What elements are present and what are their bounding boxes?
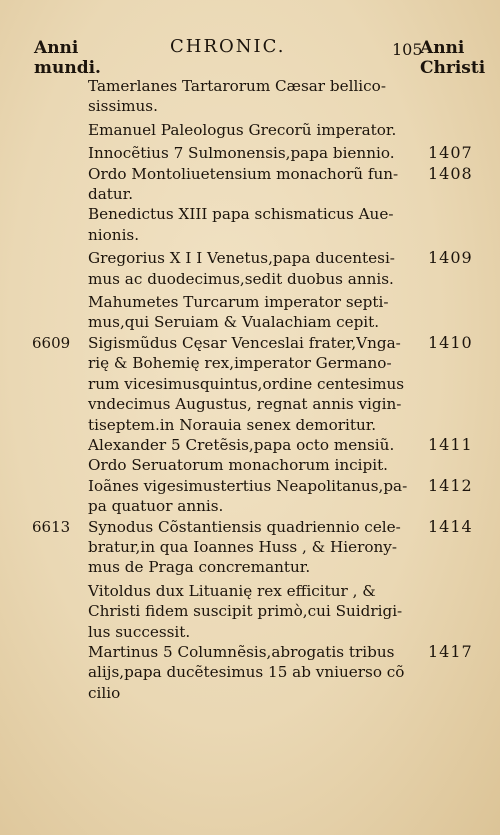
anni-christi-value: 1412 — [428, 475, 473, 495]
chronicle-entry — [88, 120, 428, 140]
entry-text-line: pa quatuor annis. — [88, 497, 224, 516]
entry-text-line: Alexander 5 Cretẽsis,papa octo mensiũ. — [88, 435, 395, 454]
anni-mundi-value: 6609 — [32, 333, 71, 352]
anni-christi-heading: Anni Christi — [420, 38, 486, 78]
entry-text-line: Christi fidem suscipit primò,cui Suidrigi- — [88, 602, 403, 621]
entry-text-line: nionis. — [88, 225, 140, 244]
entry-text-line: vndecimus Augustus, regnat annis vigin- — [88, 395, 402, 414]
entry-text-line: datur. — [88, 185, 134, 204]
chronicle-entry — [88, 292, 428, 333]
entry-text-line: Sigismũdus Cęsar Venceslai frater,Vnga- — [88, 333, 401, 352]
entry-text-line: Innocẽtius 7 Sulmonensis,papa biennio. — [88, 144, 395, 163]
entry-text-line: rię & Bohemię rex,imperator Germano- — [88, 354, 392, 373]
entry-text-line: mus,qui Seruiam & Vualachiam cepit. — [88, 313, 380, 332]
chronicle-entry — [88, 248, 473, 289]
chronicle-entry — [88, 204, 428, 245]
entry-text-line: Synodus Cõstantiensis quadriennio cele- — [88, 517, 401, 536]
chronicle-entry — [88, 76, 428, 117]
page-number: 105 — [392, 40, 423, 59]
entry-text-line: Benedictus XIII papa schismaticus Aue- — [88, 205, 394, 224]
entry-text-line: bratur,in qua Ioannes Huss , & Hierony- — [88, 537, 397, 556]
chronicle-entry — [88, 455, 428, 475]
chronicle-entry — [32, 516, 473, 578]
entry-text-line: lus successit. — [88, 622, 191, 641]
entry-text-line: sissimus. — [88, 97, 158, 116]
entry-text-line: cilio — [88, 683, 121, 702]
entry-text-line: alijs,papa ducẽtesimus 15 ab vniuerso cõ — [88, 663, 405, 682]
entry-text-line: mus de Praga concremantur. — [88, 558, 311, 577]
anni-christi-value: 1414 — [428, 516, 473, 536]
anni-mundi-value: 6613 — [32, 517, 71, 536]
chronicle-entry — [88, 475, 473, 517]
anni-christi-value: 1408 — [428, 163, 473, 183]
anni-christi-value: 1409 — [428, 248, 473, 268]
anni-christi-value: 1410 — [428, 332, 473, 352]
entry-text-line: rum vicesimusquintus,ordine centesimus — [88, 374, 405, 393]
anni-mundi-heading: Anni mundi. — [34, 38, 101, 78]
chronicle-entry — [88, 163, 473, 205]
running-title: CHRONIC. — [170, 36, 286, 57]
entry-text-line: Tamerlanes Tartarorum Cæsar bellico- — [88, 77, 386, 95]
anni-christi-value: 1411 — [428, 434, 473, 454]
entry-text-line: mus ac duodecimus,sedit duobus annis. — [88, 269, 394, 288]
anni-christi-value: 1417 — [428, 641, 473, 661]
entry-text-line: Ordo Montoliuetensium monachorũ fun- — [88, 164, 399, 183]
entry-text-line: Vitoldus dux Lituanię rex efficitur , & — [88, 581, 376, 600]
chronicle-entry — [88, 581, 428, 642]
entry-text-line: Mahumetes Turcarum imperator septi- — [88, 293, 389, 312]
entry-text-line: Emanuel Paleologus Grecorũ imperator. — [88, 120, 397, 139]
chronicle-entry — [88, 143, 473, 163]
chronicle-entry — [32, 332, 473, 435]
entry-text-line: Gregorius X I I Venetus,papa ducentesi- — [88, 249, 395, 268]
chronicle-entry — [88, 641, 473, 703]
entry-text-line: Ordo Seruatorum monachorum incipit. — [88, 456, 389, 475]
chronicle-entries — [32, 76, 473, 703]
anni-christi-value: 1407 — [428, 143, 473, 163]
entry-text-line: tiseptem.in Norauia senex demoritur. — [88, 415, 377, 434]
entry-text-line: Ioãnes vigesimustertius Neapolitanus,pa- — [88, 476, 408, 495]
chronicle-entry — [88, 434, 473, 455]
entry-text-line: Martinus 5 Columnẽsis,abrogatis tribus — [88, 642, 395, 661]
